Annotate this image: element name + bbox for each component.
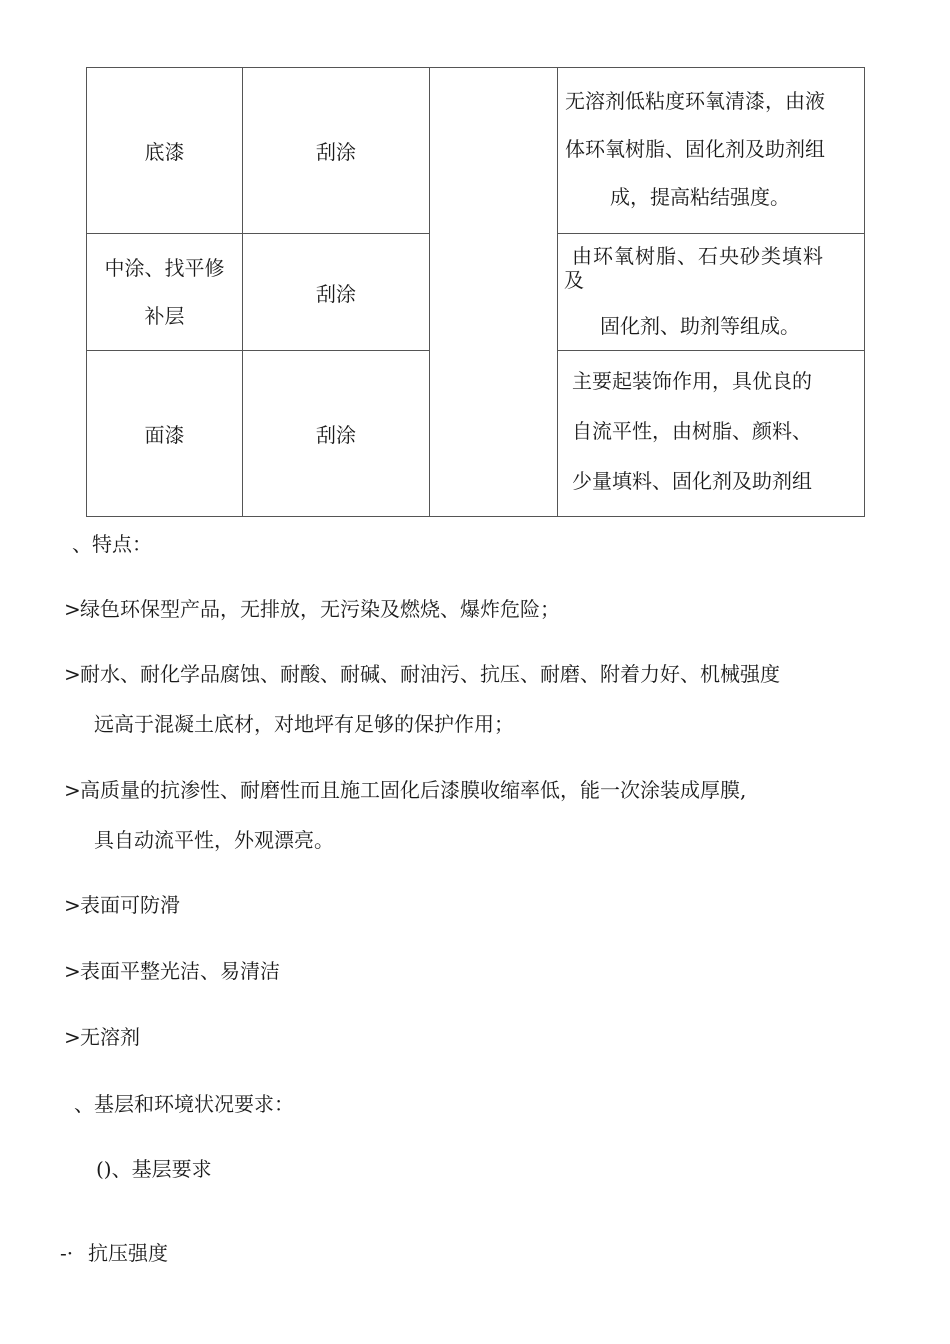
table-cell-method xyxy=(243,351,429,516)
section-heading-requirements: 、基层和环境状况要求： xyxy=(74,1092,294,1116)
bullet-marker: > xyxy=(64,1025,81,1049)
bullet-marker: > xyxy=(64,597,81,621)
feature-text: 绿色环保型产品，无排放，无污染及燃烧、爆炸危险； xyxy=(80,597,560,621)
feature-text-continued: 远高于混凝土底材，对地坪有足够的保护作用； xyxy=(94,712,514,736)
method-label: 刮涂 xyxy=(316,281,356,306)
feature-text: 耐水、耐化学品腐蚀、耐酸、耐碱、耐油污、抗压、耐磨、附着力好、机械强度 xyxy=(80,662,780,686)
requirement-item xyxy=(60,1237,168,1266)
description-line: 少量填料、固化剂及助剂组 xyxy=(572,469,812,493)
bullet-marker: > xyxy=(64,778,81,802)
bullet-marker: > xyxy=(64,959,81,983)
description-line: 由环氧树脂、石央砂类填料 xyxy=(572,244,824,268)
table-col-divider-2 xyxy=(429,67,430,517)
table-cell-method xyxy=(243,234,429,350)
coating-table xyxy=(86,67,865,517)
table-cell-layer xyxy=(87,68,242,233)
method-label: 刮涂 xyxy=(316,140,356,164)
bullet-marker: > xyxy=(64,893,81,917)
feature-item xyxy=(64,774,746,803)
feature-text-continued: 具自动流平性，外观漂亮。 xyxy=(94,828,334,852)
feature-text: 高质量的抗渗性、耐磨性而且施工固化后漆膜收缩率低，能一次涂装成厚膜, xyxy=(80,778,747,802)
feature-text: 表面平整光洁、易清洁 xyxy=(80,959,280,983)
description-line: 主要起装饰作用，具优良的 xyxy=(572,369,812,393)
layer-label-line: 中涂、找平修 xyxy=(104,256,225,280)
section-heading-features: 、特点： xyxy=(72,532,152,556)
table-cell-description xyxy=(558,234,864,350)
method-label: 刮涂 xyxy=(316,423,356,447)
table-cell-layer xyxy=(87,351,242,516)
table-border-right xyxy=(864,67,865,517)
table-cell-method xyxy=(243,68,429,233)
table-cell-description xyxy=(558,351,864,516)
feature-item xyxy=(64,593,560,622)
feature-text: 表面可防滑 xyxy=(80,893,180,917)
feature-text: 无溶剂 xyxy=(80,1025,140,1049)
description-line: 自流平性，由树脂、颜料、 xyxy=(572,419,812,443)
description-line: 无溶剂低粘度环氧清漆，由液 xyxy=(565,89,825,113)
table-cell-description xyxy=(558,67,864,233)
layer-label-line: 补层 xyxy=(144,304,185,328)
bullet-marker: > xyxy=(64,662,81,686)
layer-label: 面漆 xyxy=(144,423,185,447)
feature-item xyxy=(64,889,180,918)
description-line: 及 xyxy=(564,268,584,292)
table-border-bottom xyxy=(86,516,865,517)
item-marker: -· xyxy=(60,1241,74,1265)
description-line: 体环氧树脂、固化剂及助剂组 xyxy=(565,137,825,161)
feature-item xyxy=(64,955,280,984)
feature-item xyxy=(64,658,780,687)
description-line: 成，提高粘结强度。 xyxy=(610,185,790,209)
requirement-text: 抗压强度 xyxy=(88,1241,168,1265)
table-cell-layer xyxy=(87,234,242,350)
description-line: 固化剂、助剂等组成。 xyxy=(600,314,800,338)
feature-item xyxy=(64,1021,140,1050)
layer-label: 底漆 xyxy=(144,140,185,164)
sub-heading-base-requirements: ()、基层要求 xyxy=(96,1157,212,1181)
